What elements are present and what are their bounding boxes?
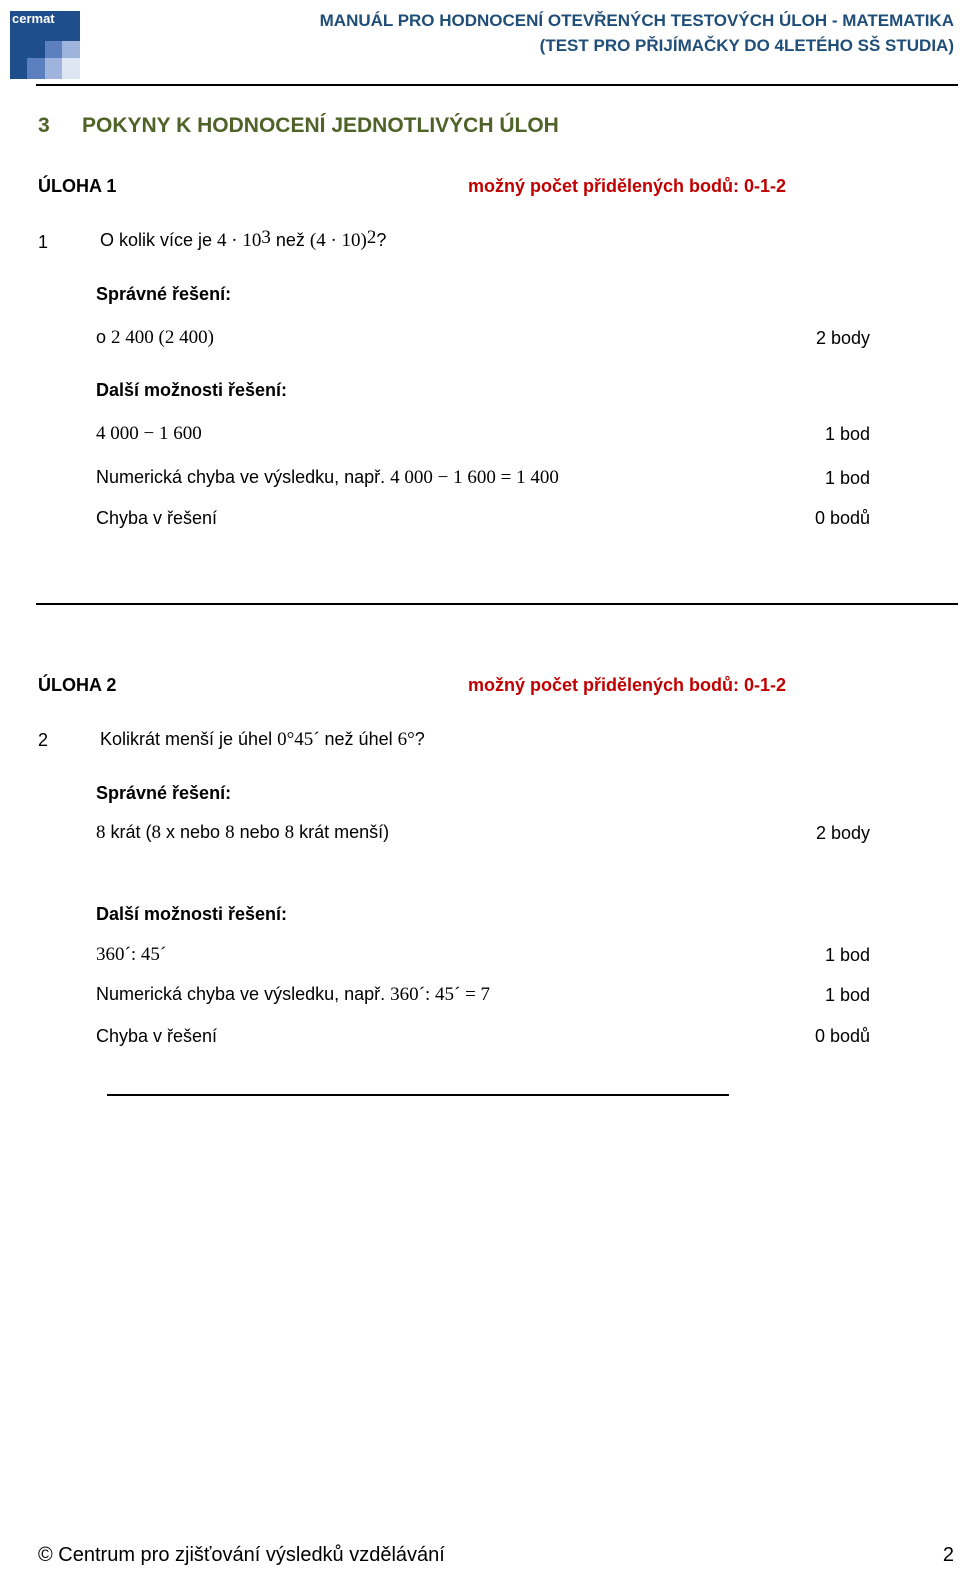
task2-correct-heading: Správné řešení:	[96, 783, 232, 803]
task1-label: ÚLOHA 1	[38, 176, 117, 196]
task2-option2: Numerická chyba ve výsledku, např. 360´: 45´ = 7	[96, 984, 491, 1005]
task2-option2-score: 1 bod	[824, 985, 870, 1005]
footer-text: © Centrum pro zjišťování výsledků vzdělávání	[38, 1544, 445, 1566]
task2-option1: 360´: 45´	[96, 944, 167, 965]
page-number: 2	[942, 1544, 954, 1566]
task1-correct-answer: o 2 400 (2 400)	[96, 327, 214, 348]
task2-points: možný počet přidělených bodů: 0-1-2	[468, 675, 787, 695]
task-separator	[36, 603, 958, 605]
task2-option1-score: 1 bod	[824, 945, 870, 965]
task2-correct-score: 2 body	[815, 823, 870, 843]
task1-correct-heading: Správné řešení:	[96, 284, 232, 304]
task1-number: 1	[38, 232, 49, 252]
header-title-line1: MANUÁL PRO HODNOCENÍ OTEVŘENÝCH TESTOVÝCH ÚLOH - MATEMATIKA	[319, 11, 954, 30]
task2-option3-score: 0 bodů	[814, 1026, 870, 1046]
header-rule	[36, 84, 958, 86]
task2-label: ÚLOHA 2	[38, 675, 117, 695]
task2-correct-answer: 8 krát (8 x nebo 8 nebo 8 krát menší)	[96, 822, 390, 843]
task1-option2: Numerická chyba ve výsledku, např. 4 000 − 1 600 = 1 400	[96, 467, 559, 488]
section-number: 3	[38, 114, 50, 137]
header-title-line2: (TEST PRO PŘIJÍMAČKY DO 4LETÉHO SŠ STUDIA)	[539, 36, 954, 55]
end-rule	[107, 1094, 729, 1096]
section-title: POKYNY K HODNOCENÍ JEDNOTLIVÝCH ÚLOH	[82, 114, 559, 137]
task2-option3: Chyba v řešení	[96, 1026, 218, 1046]
cermat-logo	[10, 11, 80, 79]
task2-question: Kolikrát menší je úhel 0°45´ než úhel 6°?	[100, 729, 425, 750]
task1-points: možný počet přidělených bodů: 0-1-2	[468, 176, 787, 196]
task1-option1: 4 000 − 1 600	[96, 423, 202, 444]
task1-option2-score: 1 bod	[824, 468, 870, 488]
task1-correct-score: 2 body	[815, 328, 870, 348]
task1-option3-score: 0 bodů	[814, 508, 870, 528]
task1-other-heading: Další možnosti řešení:	[96, 380, 288, 400]
logo-text: cermat	[12, 11, 55, 26]
task1-option1-score: 1 bod	[824, 424, 870, 444]
task1-question: O kolik více je $4 \cdot 10^3$ než $(4 \cdot 10)^2$?	[100, 227, 387, 251]
task2-other-heading: Další možnosti řešení:	[96, 904, 288, 924]
task1-option3: Chyba v řešení	[96, 508, 218, 528]
task2-number: 2	[38, 730, 49, 750]
